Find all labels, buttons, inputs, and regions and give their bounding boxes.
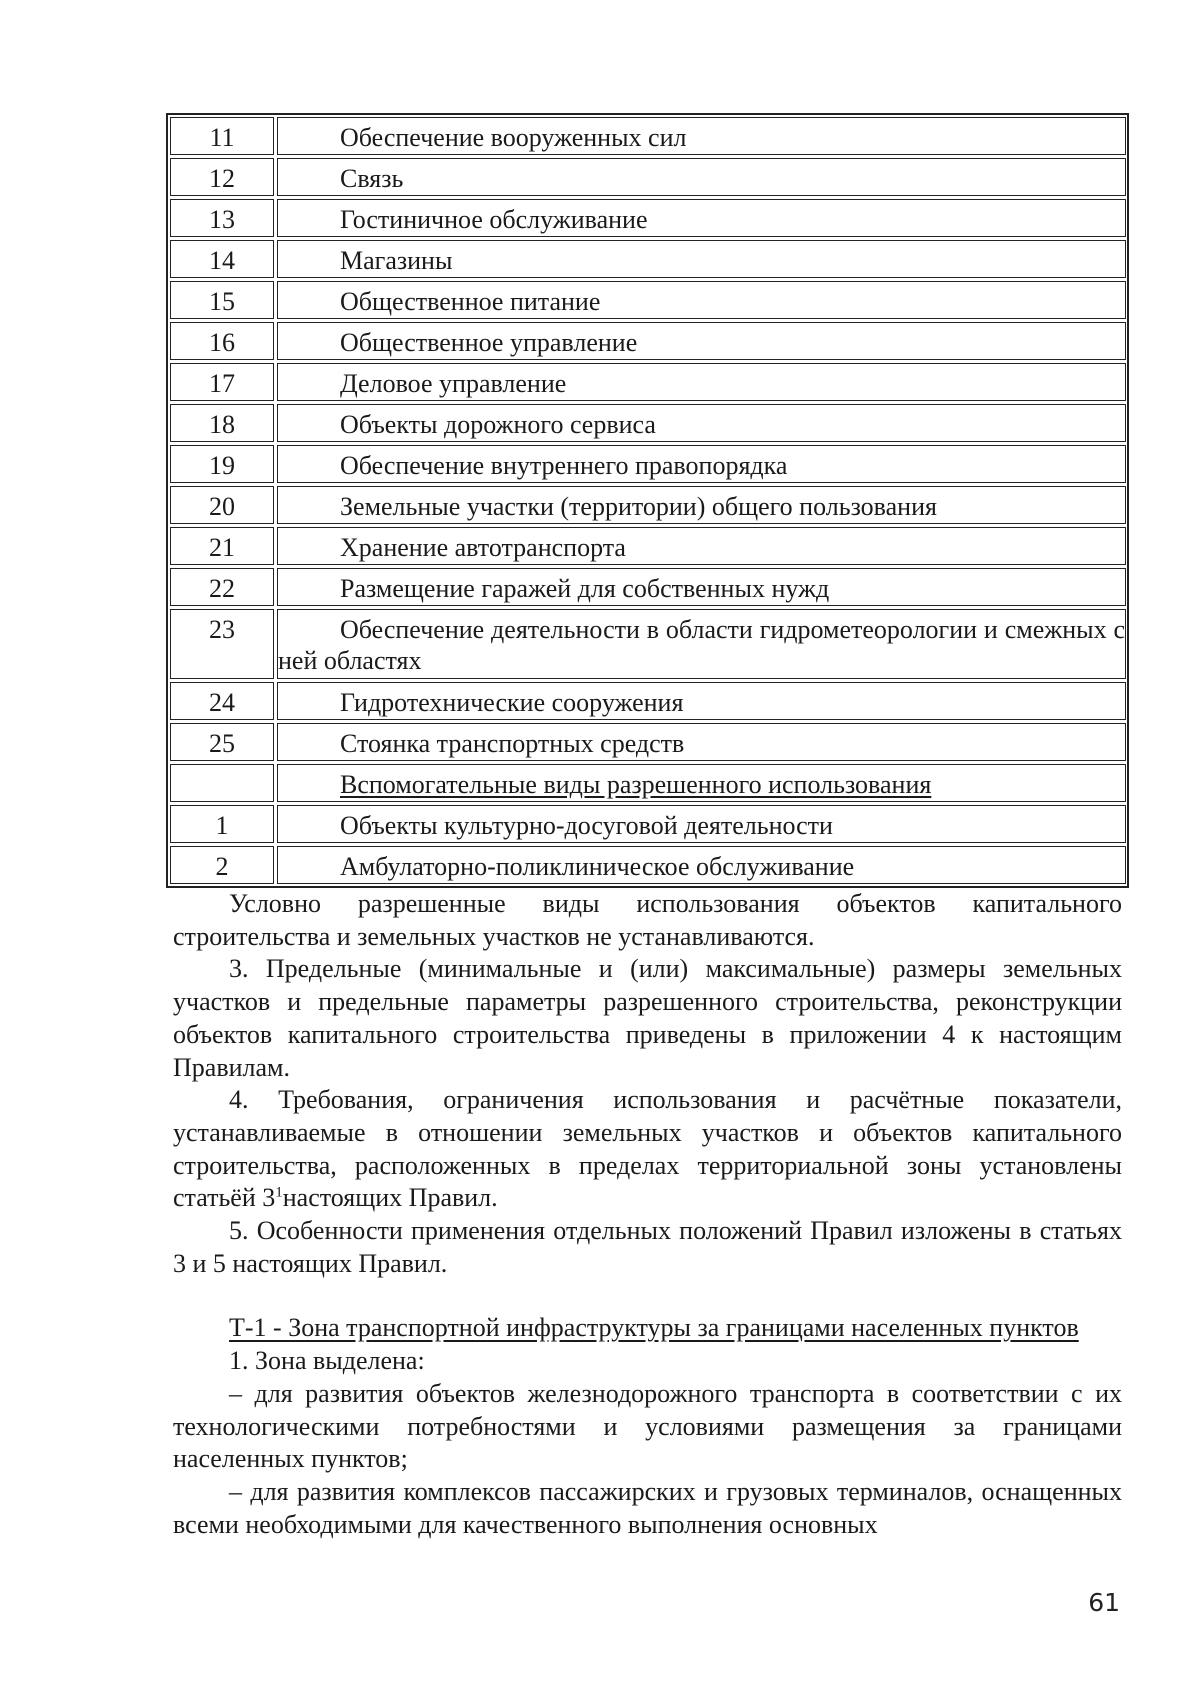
zone-bullet-1: – для развития объектов железнодорожного транспорта в соответствии с их технологическими потребностями и условиями размещения за границами населенных пунктов; bbox=[173, 1378, 1122, 1474]
row-name: Стоянка транспортных средств bbox=[277, 723, 1126, 761]
table-section-row bbox=[170, 764, 1126, 802]
row-name: Объекты дорожного сервиса bbox=[277, 404, 1126, 442]
zone-paragraph-1: 1. Зона выделена: bbox=[229, 1346, 425, 1376]
table-row bbox=[170, 281, 1126, 319]
row-name: Размещение гаражей для собственных нужд bbox=[277, 568, 1126, 606]
table-row bbox=[170, 158, 1126, 196]
zone-bullet-2: – для развития комплексов пассажирских и грузовых терминалов, оснащенных всеми необходимыми для качественного выполнения основных bbox=[173, 1476, 1122, 1539]
permitted-uses-table bbox=[166, 113, 1129, 888]
row-number: 12 bbox=[170, 158, 274, 196]
row-name: Связь bbox=[277, 158, 1126, 196]
row-number: 1 bbox=[170, 805, 274, 843]
row-number: 23 bbox=[170, 609, 274, 679]
row-number: 11 bbox=[170, 117, 274, 155]
document-body bbox=[173, 888, 1122, 1541]
row-number: 18 bbox=[170, 404, 274, 442]
row-name: Хранение автотранспорта bbox=[277, 527, 1126, 565]
row-number: 25 bbox=[170, 723, 274, 761]
row-name: Объекты культурно-досуговой деятельности bbox=[277, 805, 1126, 843]
row-number: 17 bbox=[170, 363, 274, 401]
table-row bbox=[170, 404, 1126, 442]
table-row bbox=[170, 846, 1126, 884]
zone-heading: Т-1 - Зона транспортной инфраструктуры за границами населенных пунктов bbox=[229, 1313, 1079, 1343]
table-row bbox=[170, 609, 1126, 679]
superscript: 1 bbox=[275, 1184, 283, 1201]
row-number: 14 bbox=[170, 240, 274, 278]
table-row bbox=[170, 445, 1126, 483]
table-row bbox=[170, 527, 1126, 565]
page-number: 61 bbox=[1088, 1588, 1120, 1617]
row-number: 20 bbox=[170, 486, 274, 524]
table-row bbox=[170, 322, 1126, 360]
row-name: Магазины bbox=[277, 240, 1126, 278]
row-name: Земельные участки (территории) общего пользования bbox=[277, 486, 1126, 524]
table-row bbox=[170, 363, 1126, 401]
paragraph-3: 3. Предельные (минимальные и (или) максимальные) размеры земельных участков и предельные параметры разрешенного строительства, реконструкции объектов капитального строительства приведены в приложении 4 к настоящим Правилам. bbox=[173, 954, 1122, 1082]
paragraph-4: 4. Требования, ограничения использования и расчётные показатели, устанавливаемые в отношении земельных участков и объектов капитального строительства, расположенных в пределах территориальной зоны установлены статьёй $3^1настоящих$ Правил. bbox=[173, 1085, 1122, 1213]
table-row bbox=[170, 117, 1126, 155]
row-name: Общественное питание bbox=[277, 281, 1126, 319]
table-row bbox=[170, 723, 1126, 761]
table-row bbox=[170, 199, 1126, 237]
table-row bbox=[170, 486, 1126, 524]
row-number: 24 bbox=[170, 682, 274, 720]
row-number: 15 bbox=[170, 281, 274, 319]
row-number: 19 bbox=[170, 445, 274, 483]
row-name: Амбулаторно-поликлиническое обслуживание bbox=[277, 846, 1126, 884]
row-name: Гостиничное обслуживание bbox=[277, 199, 1126, 237]
table-row bbox=[170, 805, 1126, 843]
section-heading: Вспомогательные виды разрешенного использования bbox=[277, 764, 1126, 802]
row-number: 16 bbox=[170, 322, 274, 360]
table-row bbox=[170, 682, 1126, 720]
row-name: Общественное управление bbox=[277, 322, 1126, 360]
row-number: 13 bbox=[170, 199, 274, 237]
row-name: Обеспечение вооруженных сил bbox=[277, 117, 1126, 155]
row-name: Обеспечение внутреннего правопорядка bbox=[277, 445, 1126, 483]
row-number: 21 bbox=[170, 527, 274, 565]
row-number bbox=[170, 764, 274, 802]
table-row bbox=[170, 568, 1126, 606]
paragraph-conditional-uses: Условно разрешенные виды использования объектов капитального строительства и земельных участков не устанавливаются. bbox=[173, 889, 1122, 951]
row-number: 22 bbox=[170, 568, 274, 606]
row-number: 2 bbox=[170, 846, 274, 884]
paragraph-5: 5. Особенности применения отдельных положений Правил изложены в статьях 3 и 5 настоящих Правил. bbox=[173, 1216, 1122, 1278]
row-name: Обеспечение деятельности в области гидрометеорологии и смежных с ней областях bbox=[277, 609, 1126, 679]
row-name: Деловое управление bbox=[277, 363, 1126, 401]
table-row bbox=[170, 240, 1126, 278]
row-name: Гидротехнические сооружения bbox=[277, 682, 1126, 720]
